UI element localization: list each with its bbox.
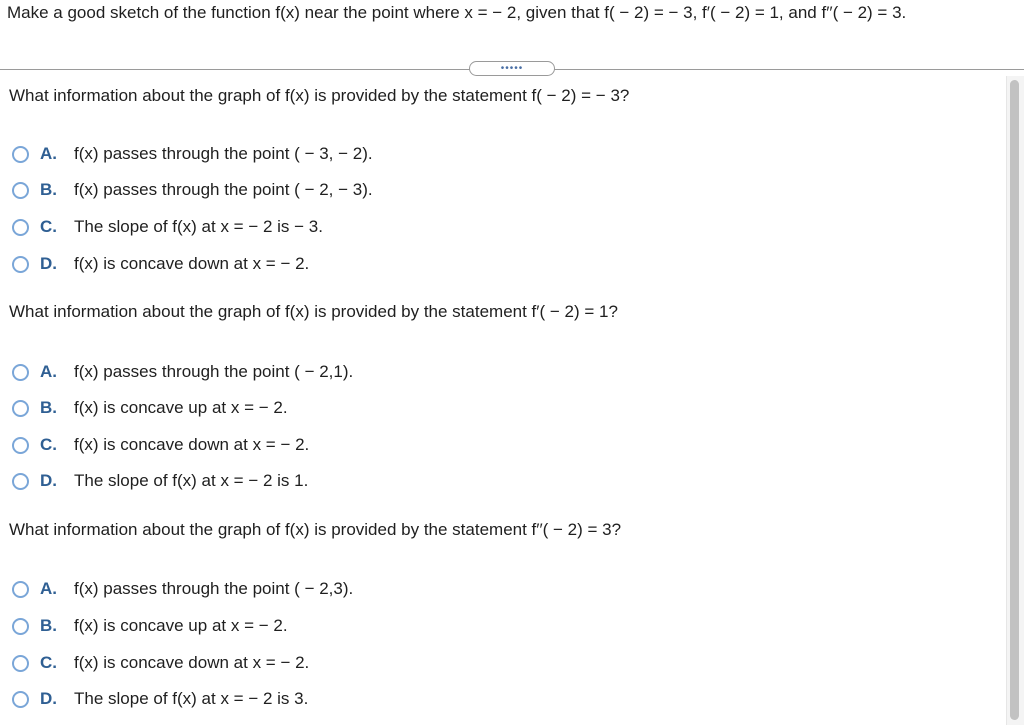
q1-option-c[interactable]: [12, 216, 323, 238]
option-text: f(x) passes through the point ( − 2, − 3).: [74, 180, 373, 199]
q2-option-c[interactable]: [12, 434, 309, 456]
option-letter: B.: [40, 398, 57, 417]
q3-option-a[interactable]: [12, 578, 353, 600]
radio-button-icon[interactable]: [12, 256, 29, 273]
option-letter: C.: [40, 217, 57, 236]
q1-option-d[interactable]: [12, 253, 309, 275]
radio-button-icon[interactable]: [12, 691, 29, 708]
option-text: f(x) is concave down at x = − 2.: [74, 653, 310, 672]
q3-option-c[interactable]: [12, 652, 309, 674]
radio-button-icon[interactable]: [12, 400, 29, 417]
option-letter: A.: [40, 579, 57, 598]
option-letter: D.: [40, 254, 57, 273]
option-text: f(x) passes through the point ( − 3, − 2).: [74, 144, 373, 163]
radio-button-icon[interactable]: [12, 655, 29, 672]
option-text: f(x) is concave down at x = − 2.: [74, 435, 310, 454]
question-2-text: What information about the graph of f(x) is provided by the statement f′( − 2) = 1?: [9, 302, 618, 321]
radio-button-icon[interactable]: [12, 146, 29, 163]
option-letter: B.: [40, 180, 57, 199]
problem-prompt: Make a good sketch of the function f(x) near the point where x = − 2, given that f( − 2) = − 3, f′( − 2) = 1, and f′′( − 2) = 3.: [7, 3, 907, 22]
q1-option-b[interactable]: [12, 179, 373, 201]
option-letter: C.: [40, 653, 57, 672]
option-letter: A.: [40, 144, 57, 163]
radio-button-icon[interactable]: [12, 182, 29, 199]
radio-button-icon[interactable]: [12, 437, 29, 454]
option-text: f(x) is concave up at x = − 2.: [74, 398, 288, 417]
expand-button[interactable]: •••••: [469, 61, 555, 76]
radio-button-icon[interactable]: [12, 581, 29, 598]
option-letter: D.: [40, 471, 57, 490]
option-text: f(x) is concave down at x = − 2.: [74, 254, 310, 273]
q2-option-d[interactable]: [12, 470, 308, 492]
option-letter: A.: [40, 362, 57, 381]
q2-option-b[interactable]: [12, 397, 288, 419]
q3-option-d[interactable]: [12, 688, 308, 710]
option-text: f(x) passes through the point ( − 2,1).: [74, 362, 354, 381]
option-letter: D.: [40, 689, 57, 708]
radio-button-icon[interactable]: [12, 473, 29, 490]
radio-button-icon[interactable]: [12, 219, 29, 236]
option-text: The slope of f(x) at x = − 2 is 1.: [74, 471, 309, 490]
q2-option-a[interactable]: [12, 361, 353, 383]
option-text: The slope of f(x) at x = − 2 is − 3.: [74, 217, 323, 236]
option-text: f(x) is concave up at x = − 2.: [74, 616, 288, 635]
option-text: The slope of f(x) at x = − 2 is 3.: [74, 689, 309, 708]
radio-button-icon[interactable]: [12, 618, 29, 635]
option-letter: C.: [40, 435, 57, 454]
question-3-text: What information about the graph of f(x) is provided by the statement f′′( − 2) = 3?: [9, 520, 622, 539]
q1-option-a[interactable]: [12, 143, 373, 165]
q3-option-b[interactable]: [12, 615, 288, 637]
option-text: f(x) passes through the point ( − 2,3).: [74, 579, 354, 598]
radio-button-icon[interactable]: [12, 364, 29, 381]
question-1-text: What information about the graph of f(x) is provided by the statement f( − 2) = − 3?: [9, 86, 630, 105]
scrollbar-thumb[interactable]: [1010, 80, 1019, 720]
option-letter: B.: [40, 616, 57, 635]
